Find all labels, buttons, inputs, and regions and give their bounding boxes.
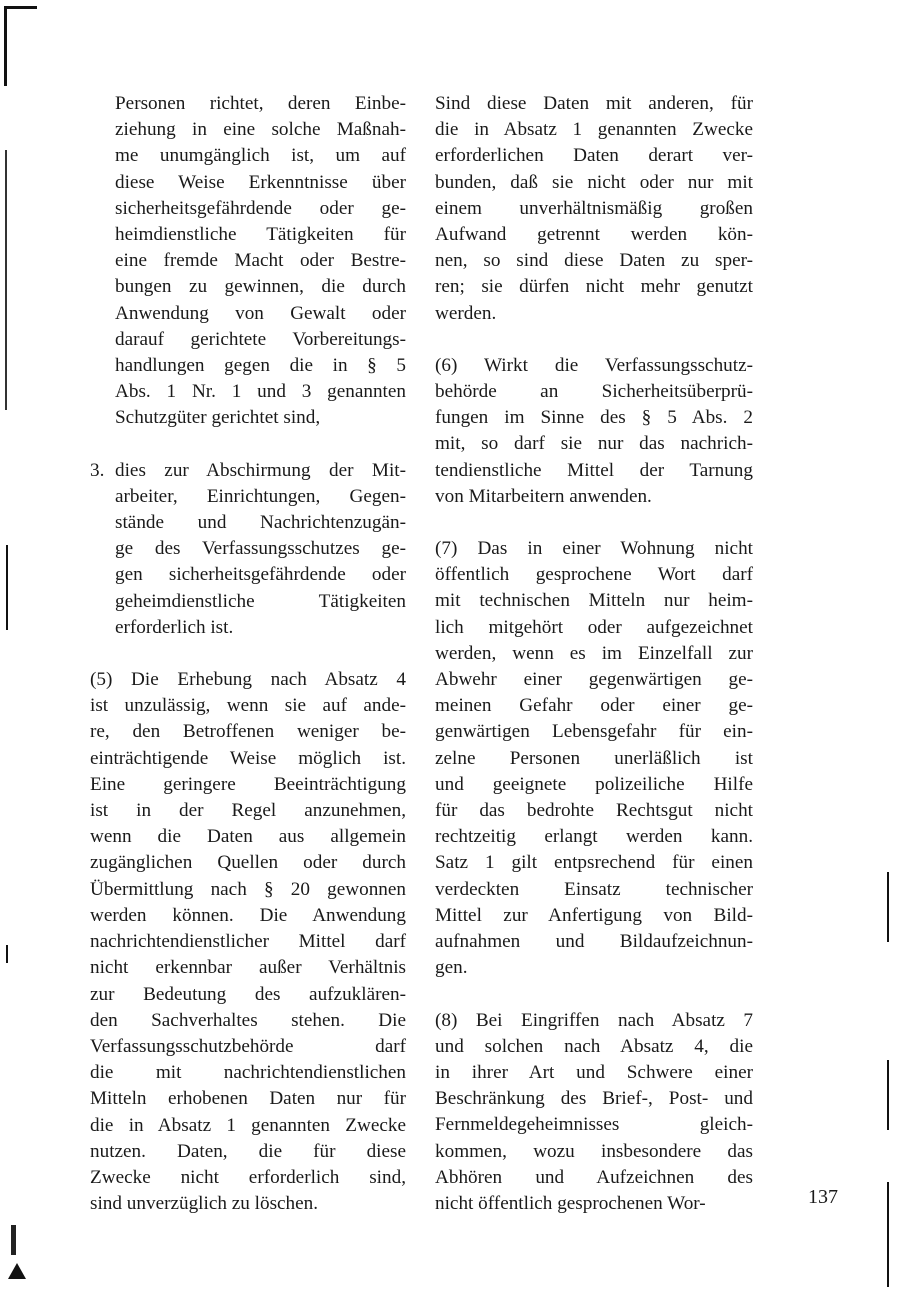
scan-triangle-mark [8, 1263, 26, 1279]
text-line: ren; sie dürfen nicht mehr genutzt [435, 276, 753, 298]
scan-edge-line [887, 1182, 889, 1287]
text-line: bunden, daß sie nicht oder nur mit [435, 171, 753, 193]
text-line: re, den Betroffenen weniger be- [90, 721, 406, 743]
text-line: für das bedrohte Rechtsgut nicht [435, 800, 753, 822]
text-line: Satz 1 gilt entpsrechend für einen [435, 852, 753, 874]
text-line: zugänglichen Quellen oder durch [90, 852, 406, 874]
text-line: die mit nachrichtendienstlichen [90, 1062, 406, 1084]
text-line: in ihrer Art und Schwere einer [435, 1061, 753, 1083]
right-column [435, 91, 753, 1217]
text-line: ziehung in eine solche Maßnah- [115, 119, 406, 141]
text-line: Fernmeldegeheimnisses gleich- [435, 1114, 753, 1136]
text-line: und geeignete polizeiliche Hilfe [435, 773, 753, 795]
text-line: den Sachverhaltes stehen. Die [90, 1009, 406, 1031]
list-item-3 [90, 458, 406, 641]
scan-corner-mark [4, 6, 7, 86]
text-line: werden. [435, 302, 497, 324]
text-line: einem unverhältnismäßig großen [435, 197, 753, 219]
text-line: sicherheitsgefährdende oder ge- [115, 197, 406, 219]
left-column [90, 91, 406, 1217]
text-line: Eine geringere Beeinträchtigung [90, 773, 406, 795]
scan-edge-line [6, 545, 8, 630]
text-line: lich mitgehört oder aufgezeichnet [435, 616, 753, 638]
text-line: einträchtigende Weise möglich ist. [90, 747, 406, 769]
text-line: eine fremde Macht oder Bestre- [115, 250, 406, 272]
text-line: Abhören und Aufzeichnen des [435, 1166, 753, 1188]
text-line: nachrichtendienstlicher Mittel darf [90, 931, 406, 953]
text-line: ist in der Regel anzunehmen, [90, 800, 406, 822]
page-number: 137 [808, 1186, 838, 1208]
text-line: arbeiter, Einrichtungen, Gegen- [115, 485, 406, 507]
text-line: ist unzulässig, wenn sie auf ande- [90, 695, 406, 717]
left-continuation-paragraph [90, 91, 406, 432]
text-line: behörde an Sicherheitsüberprü- [435, 381, 753, 403]
text-line: von Mitarbeitern anwenden. [435, 485, 652, 507]
text-line: gen. [435, 957, 468, 979]
text-line: nen, so sind diese Daten zu sper- [435, 250, 753, 272]
paragraph-6 [435, 353, 753, 510]
text-line: erforderlichen Daten derart ver- [435, 145, 753, 167]
scan-corner-mark [4, 6, 37, 9]
text-line: (7) Das in einer Wohnung nicht [435, 538, 753, 560]
paragraph-8 [435, 1008, 753, 1218]
text-line: zelne Personen unerläßlich ist [435, 747, 753, 769]
text-line: nicht erkennbar außer Verhältnis [90, 957, 406, 979]
text-line: kommen, wozu insbesondere das [435, 1140, 753, 1162]
text-line: werden können. Die Anwendung [90, 904, 406, 926]
text-line: Zwecke nicht erforderlich sind, [90, 1166, 406, 1188]
text-line: Abs. 1 Nr. 1 und 3 genannten [115, 381, 406, 403]
text-line: meinen Gefahr oder einer ge- [435, 695, 753, 717]
text-line: geheimdienstliche Tätigkeiten [115, 590, 406, 612]
scan-edge-line [5, 150, 7, 410]
text-line: Sind diese Daten mit anderen, für [435, 93, 753, 114]
text-line: Anwendung von Gewalt oder [115, 302, 406, 324]
text-line: Beschränkung des Brief-, Post- und [435, 1088, 753, 1110]
text-line: fungen im Sinne des § 5 Abs. 2 [435, 407, 753, 429]
text-line: öffentlich gesprochene Wort darf [435, 564, 753, 586]
text-line: genwärtigen Lebensgefahr für ein- [435, 721, 753, 743]
text-line: ge des Verfassungsschutzes ge- [115, 538, 406, 560]
text-line: (8) Bei Eingriffen nach Absatz 7 [435, 1009, 753, 1031]
text-line: heimdienstliche Tätigkeiten für [115, 224, 406, 246]
scan-edge-mark [11, 1225, 16, 1255]
text-line: dies zur Abschirmung der Mit- [115, 459, 406, 481]
text-line: Schutzgüter gerichtet sind, [115, 407, 321, 429]
text-line: nutzen. Daten, die für diese [90, 1140, 406, 1162]
text-line: Mitteln erhobenen Daten nur für [90, 1088, 406, 1110]
text-line: me unumgänglich ist, um auf [115, 145, 406, 167]
text-line: zur Bedeutung des aufzuklären- [90, 983, 406, 1005]
text-line: Abwehr einer gegenwärtigen ge- [435, 669, 753, 691]
text-line: aufnahmen und Bildaufzeichnun- [435, 931, 753, 953]
text-line: werden, wenn es im Einzelfall zur [435, 642, 753, 664]
text-line: rechtzeitig erlangt werden kann. [435, 826, 753, 848]
text-line: handlungen gegen die in § 5 [115, 355, 406, 377]
text-line: Personen richtet, deren Einbe- [115, 93, 406, 114]
text-line: mit, so darf sie nur das nachrich- [435, 433, 753, 455]
paragraph-7 [435, 536, 753, 981]
text-line: Aufwand getrennt werden kön- [435, 224, 753, 246]
text-line: nicht öffentlich gesprochenen Wor- [435, 1192, 706, 1214]
text-line: bungen zu gewinnen, die durch [115, 276, 406, 298]
text-line: (5) Die Erhebung nach Absatz 4 [90, 669, 406, 691]
text-line: Übermittlung nach § 20 gewonnen [90, 878, 406, 900]
text-line: Verfassungsschutzbehörde darf [90, 1035, 406, 1057]
text-line: die in Absatz 1 genannten Zwecke [435, 119, 753, 141]
text-line: die in Absatz 1 genannten Zwecke [90, 1114, 406, 1136]
text-line: mit technischen Mitteln nur heim- [435, 590, 753, 612]
text-line: sind unverzüglich zu löschen. [90, 1193, 319, 1215]
text-line: (6) Wirkt die Verfassungsschutz- [435, 354, 753, 376]
text-line: tendienstliche Mittel der Tarnung [435, 459, 753, 481]
text-line: diese Weise Erkenntnisse über [115, 171, 406, 193]
text-line: verdeckten Einsatz technischer [435, 878, 753, 900]
text-line: und solchen nach Absatz 4, die [435, 1035, 753, 1057]
paragraph-5 [90, 667, 406, 1217]
scan-edge-line [6, 945, 8, 963]
right-continuation-paragraph [435, 91, 753, 327]
text-line: erforderlich ist. [115, 616, 234, 638]
text-line: wenn die Daten aus allgemein [90, 826, 406, 848]
scan-edge-line [887, 872, 889, 942]
text-line: gen sicherheitsgefährdende oder [115, 564, 406, 586]
text-line: darauf gerichtete Vorbereitungs- [115, 328, 406, 350]
scan-edge-line [887, 1060, 889, 1130]
text-line: Mittel zur Anfertigung von Bild- [435, 904, 753, 926]
list-number: 3. [90, 459, 105, 481]
text-line: stände und Nachrichtenzugän- [115, 512, 406, 534]
